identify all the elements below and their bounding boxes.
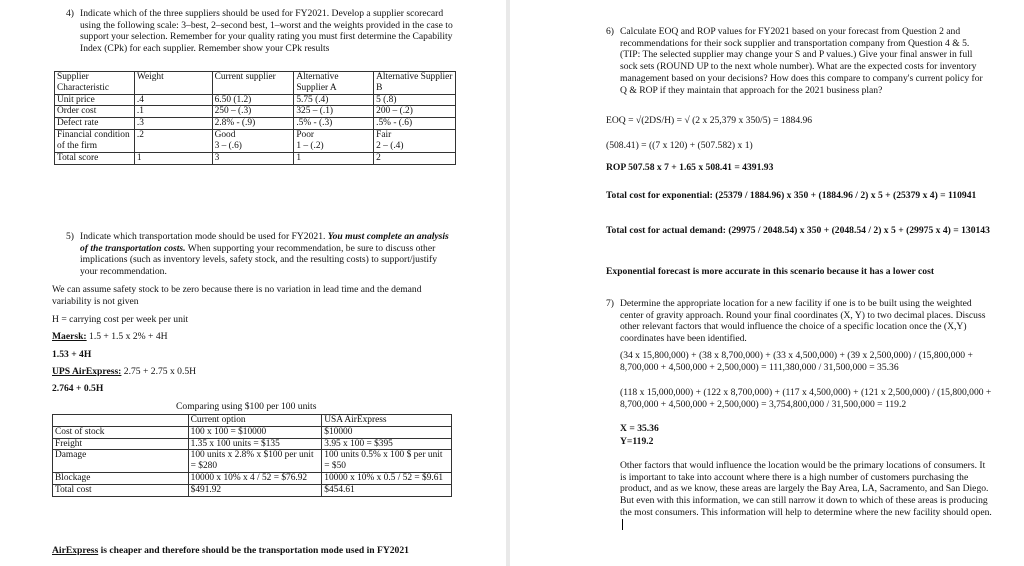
table-cell: Total score [55,152,135,164]
table-cell: 10000 x 10% x 4 / 52 = $76.92 [188,473,322,485]
header-cell: Alternative Supplier B [374,72,456,95]
question-4-number: 4) [66,8,74,19]
right-page [510,0,1024,566]
ups-result: 2.764 + 0.5H [52,383,104,394]
question-4-text: Indicate which of the three suppliers should be used for FY2021. Develop a supplier scorecard using the following scale: 3–best, 2–second best, 1–worst and the weights provided in the case to support your selection. Remember for your quality rating you must first determine the Capability Index (CPk) for each supplier. Remember show your CPk results [80,8,453,55]
conclusion-airexpress: AirExpress [52,545,99,556]
total-cost-actual [606,225,996,237]
supplier-row-header [55,72,456,95]
safety-stock-assumption: We can assume safety stock to be zero because there is no variation in lead time and the demand variability is not given [52,284,422,307]
question-5-number: 5) [66,231,74,242]
question-5-text-a: Indicate which transportation mode should be used for FY2021. [80,231,328,242]
table-cell: 10000 x 10% x 0.5 / 52 = $9.61 [322,473,452,485]
table-cell: Poor 1 – (.2) [294,130,374,153]
header-cell [53,415,189,427]
rop-calculation: (508.41) = ((7 x 120) + (507.582) x 1) [606,140,753,151]
table-cell: 5 (.8) [374,94,456,106]
eoq-formula: EOQ = √(2DS/H) = √ (2 x 25,379 x 350/5) = 1884.96 [606,115,813,126]
header-cell: USA AirExpress [322,415,452,427]
table-cell: Cost of stock [53,426,189,438]
location-factors-text[interactable] [620,460,992,531]
question-6 [606,26,990,96]
table-cell: Order cost [55,106,135,118]
table-cell: 1 [134,152,212,164]
question-4 [66,8,458,55]
table-cell: $491.92 [188,484,322,496]
table-cell: $454.61 [322,484,452,496]
cost-row [53,426,452,438]
table-cell: .5% - (.6) [374,118,456,130]
table-cell: .4 [134,94,212,106]
transport-conclusion [52,545,409,557]
table-cell: Fair 2 – (.4) [374,130,456,153]
table-cell: Damage [53,450,189,473]
ups-formula-line [52,366,196,378]
table-cell: 100 units 0.5% x 100 $ per unit = $50 [322,450,452,473]
rop-result: ROP 507.58 x 7 + 1.65 x 508.41 = 4391.93 [606,162,774,173]
y-coordinate-calculation: (118 x 15,000,000) + (122 x 8,700,000) + (117 x 4,500,000) + (121 x 2,500,000) / (15,800,000 + 8,700,000 + 4,500,000 + 2,500,000) = 3,754,800,000 / 31,500,000 = 119.2 [620,387,992,410]
question-7-text: Determine the appropriate location for a new facility if one is to be built using the weighted center of gravity approach. Round your final coordinates (X, Y) to two decimal places. Discuss other relevant factors that would influence the choice of a specific location once the (X,Y) coordinates have been identified. [620,298,986,345]
comparing-title: Comparing using $100 per 100 units [176,401,317,412]
question-5-emphasis: You must complete an analysis of the transportation costs. [80,231,449,254]
total-cost-exponential: Total cost for exponential: (25379 / 1884.96) x 350 + (1884.96 / 2) x 5 + (25379 x 4) = 110941 [606,190,977,201]
table-cell: 100 x 100 = $10000 [188,426,322,438]
supplier-row [55,130,456,153]
question-6-text: Calculate EOQ and ROP values for FY2021 based on your forecast from Question 2 and recommendations for their sock supplier and transportation company from Question 4 & 5. (TIP: The selected supplier may change your S and P values.) Give your final answer in full sock sets (ROUND UP to the next whole number). What are the expected costs for inventory management based on your decisions? How does this compare to company's current policy for Q & ROP if they maintain that approach for the 2021 business plan? [620,26,983,96]
table-cell: 250 – (.3) [212,106,294,118]
table-cell: 200 – (.2) [374,106,456,118]
table-cell: .3 [134,118,212,130]
text-cursor [622,519,623,530]
total-cost-actual-text: Total cost for actual demand: (29975 / 2048.54) x 350 + (2048.54 / 2) x 5 + (29975 x 4) = 130143 [606,225,990,236]
question-6-number: 6) [606,26,614,37]
table-cell: Financial condition of the firm [55,130,135,153]
header-cell: Alternative Supplier A [294,72,374,95]
table-cell: 325 – (.1) [294,106,374,118]
table-cell: 3 [212,152,294,164]
x-coordinate-calculation: (34 x 15,800,000) + (38 x 8,700,000) + (33 x 4,500,000) + (39 x 2,500,000) / (15,800,000 + 8,700,000 + 4,500,000 + 2,500,000) = 111,380,000 / 31,500,000 = 35.36 [620,350,973,373]
cost-row-header [53,415,452,427]
table-cell: 6.50 (1.2) [212,94,294,106]
x-result: X = 35.36 [620,423,659,434]
supplier-row [55,106,456,118]
maersk-formula-line [52,331,168,343]
cost-row [53,473,452,485]
table-cell: .1 [134,106,212,118]
maersk-label: Maersk: [52,331,87,342]
table-cell: Unit price [55,94,135,106]
question-5-text [80,231,450,278]
table-cell: Blockage [53,473,189,485]
header-cell: Current supplier [212,72,294,95]
y-result: Y=119.2 [620,436,654,447]
header-cell: Weight [134,72,212,95]
supplier-row [55,152,456,164]
transport-cost-table [52,414,452,497]
supplier-row [55,94,456,106]
left-page [0,0,506,566]
exponential-conclusion: Exponential forecast is more accurate in this scenario because it has a lower cost [606,266,935,277]
table-cell: 2 [374,152,456,164]
table-cell: 5.75 (.4) [294,94,374,106]
table-cell: Defect rate [55,118,135,130]
table-cell: 3.95 x 100 = $395 [322,438,452,450]
table-cell: .5% - (.3) [294,118,374,130]
header-cell: Supplier Characteristic [55,72,135,95]
conclusion-rest: is cheaper and therefore should be the transportation mode used in FY2021 [98,545,409,556]
ups-formula: 2.75 + 2.75 x 0.5H [121,366,197,377]
table-cell: 100 units x 2.8% x $100 per unit = $280 [188,450,322,473]
table-cell: Good 3 – (.6) [212,130,294,153]
table-cell: Total cost [53,484,189,496]
supplier-row [55,118,456,130]
table-cell: .2 [134,130,212,153]
ups-label: UPS AirExpress: [52,366,122,377]
h-definition: H = carrying cost per week per unit [52,314,189,325]
supplier-scorecard-table [54,71,456,165]
header-cell: Current option [188,415,322,427]
table-cell: $10000 [322,426,452,438]
maersk-formula: 1.5 + 1.5 x 2% + 4H [86,331,168,342]
table-cell: 1.35 x 100 units = $135 [188,438,322,450]
table-cell: Freight [53,438,189,450]
question-5-text-b: When supporting your recommendation, be sure to discuss other implications (such as inventory levels, safety stock, and the resulting costs) to support/justify your recommendation. [80,242,438,278]
maersk-result: 1.53 + 4H [52,349,92,360]
table-cell: 2.8% - (.9) [212,118,294,130]
cost-row [53,450,452,473]
location-factors-body: Other factors that would influence the location would be the primary locations of consumers. It is important to take into account where there is a high number of customers purchasing the product, and as we know, these areas are largely the Bay Area, LA, Sacramento, and San Diego. But even with this information, we can still narrow it down to which of these areas is producing the most consumers. This information will help to determine where the new facility should open. [620,460,992,518]
question-7-number: 7) [606,298,614,309]
question-5 [66,231,450,278]
cost-row [53,438,452,450]
question-7 [606,298,990,345]
cost-row [53,484,452,496]
table-cell: 1 [294,152,374,164]
